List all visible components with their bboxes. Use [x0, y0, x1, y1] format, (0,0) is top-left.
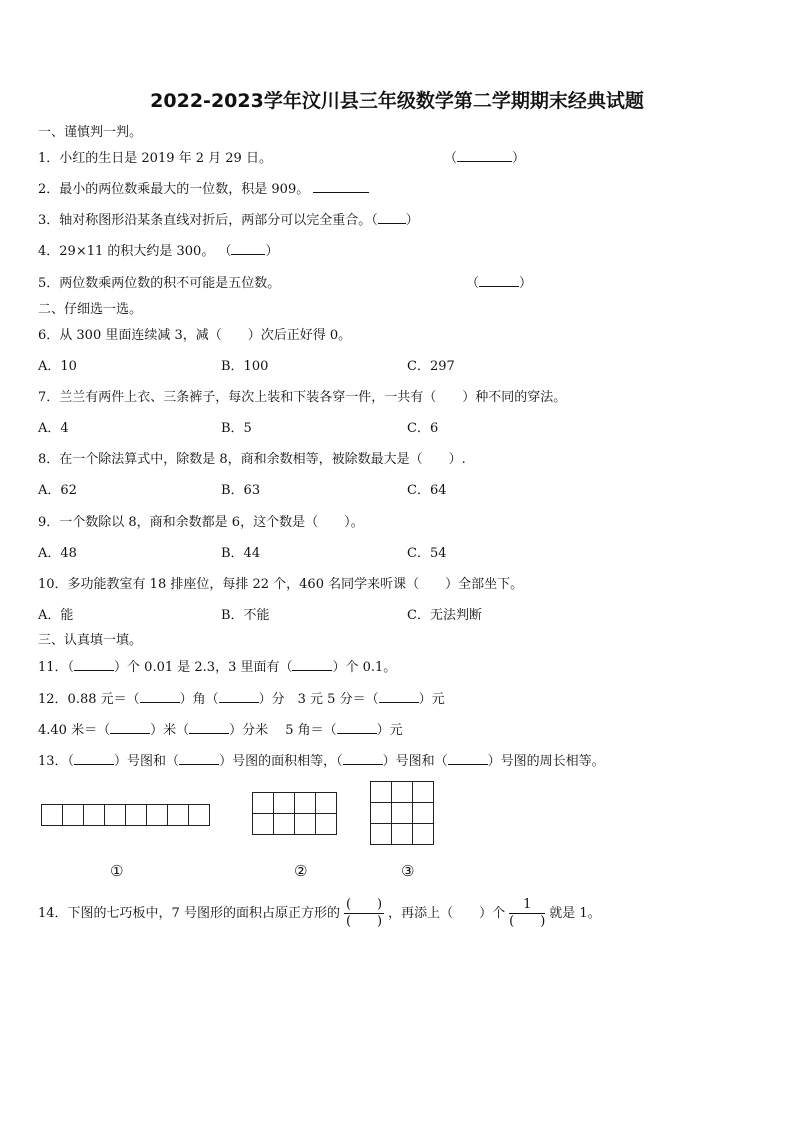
question-1 [38, 147, 272, 166]
answer-blank[interactable] [292, 670, 332, 671]
answer-blank[interactable] [479, 286, 519, 287]
question-1-text: 1．小红的生日是 2019 年 2 月 29 日。 [38, 151, 272, 166]
question-5 [38, 272, 280, 291]
option-b[interactable]: B．不能 [221, 608, 270, 623]
page-title: 2022-2023学年汶川县三年级数学第二学期期末经典试题 [150, 90, 644, 112]
option-b[interactable]: B．100 [221, 359, 269, 374]
answer-blank[interactable] [378, 223, 406, 224]
answer-blank[interactable] [343, 764, 383, 765]
question-4-text: 4．29×11 的积大约是 300。 （ [38, 244, 232, 259]
option-a[interactable]: A．4 [38, 421, 69, 436]
answer-blank[interactable] [110, 733, 150, 734]
question-3-text: 3．轴对称图形沿某条直线对折后，两部分可以完全重合。（ [38, 213, 378, 228]
figure-3-label: ③ [401, 862, 415, 880]
answer-blank[interactable] [457, 161, 512, 162]
figure-2-label: ② [294, 862, 308, 880]
question-4: 4．29×11 的积大约是 300。 （ ） [38, 244, 279, 259]
answer-blank[interactable] [337, 733, 377, 734]
figure-3-grid [370, 781, 434, 845]
option-c[interactable]: C．54 [407, 546, 447, 561]
answer-blank[interactable] [379, 702, 419, 703]
option-a[interactable]: A．能 [38, 608, 74, 623]
option-c[interactable]: C．64 [407, 483, 447, 498]
option-c[interactable]: C．6 [407, 421, 439, 436]
question-12: 12．0.88 元＝（ ）角（ ）分 3 元 5 分＝（ ）元 [38, 692, 445, 707]
figure-2-grid [252, 792, 337, 835]
question-13: 13．（ ）号图和（ ）号图的面积相等，（ ）号图和（ ）号图的周长相等。 [38, 754, 605, 769]
option-a[interactable]: A．48 [38, 546, 77, 561]
question-9-text: 9．一个数除以 8，商和余数都是 6，这个数是（ ）。 [38, 515, 364, 530]
option-b[interactable]: B．63 [221, 483, 261, 498]
answer-blank[interactable] [231, 254, 265, 255]
figure-1-label: ① [110, 862, 124, 880]
section-heading-1: 一、谨慎判一判。 [38, 125, 143, 140]
fraction-blank[interactable]: $\frac{( )}{( )}$ [345, 897, 383, 929]
question-14: 14．下图的七巧板中，7 号图形的面积占原正方形的 $\frac{( )}{( )}$ ，再添上（ ）个 $\frac{1}{( )}$ 就是 1。 [38, 897, 601, 929]
option-a[interactable]: A．62 [38, 483, 77, 498]
question-10-text: 10．多功能教室有 18 排座位，每排 22 个，460 名同学来听课（ ）全部坐下。 [38, 577, 524, 592]
question-7-text: 7．兰兰有两件上衣、三条裤子，每次上装和下装各穿一件，一共有（ ）种不同的穿法。 [38, 390, 567, 405]
answer-blank[interactable] [448, 764, 488, 765]
option-b[interactable]: B．44 [221, 546, 261, 561]
answer-blank[interactable] [140, 702, 180, 703]
option-c[interactable]: C．297 [407, 359, 455, 374]
question-6-text: 6．从 300 里面连续减 3，减（ ）次后正好得 0。 [38, 328, 352, 343]
question-12-row-2: 4.40 米＝（ ）米（ ）分米 5 角＝（ ）元 [38, 723, 403, 738]
question-5-text: 5．两位数乘两位数的积不可能是五位数。 [38, 276, 281, 291]
figure-1-grid [41, 804, 210, 826]
answer-blank[interactable] [179, 764, 219, 765]
option-b[interactable]: B．5 [221, 421, 252, 436]
answer-blank[interactable] [74, 764, 114, 765]
question-1-answer[interactable]: （ ） [444, 151, 526, 166]
question-11: 11．（ ）个 0.01 是 2.3，3 里面有（ ）个 0.1。 [38, 660, 397, 675]
answer-blank[interactable] [74, 670, 114, 671]
answer-blank[interactable] [219, 702, 259, 703]
answer-blank[interactable] [313, 192, 369, 193]
section-heading-2: 二、仔细选一选。 [38, 302, 143, 317]
question-2 [38, 178, 369, 197]
answer-blank[interactable] [189, 733, 229, 734]
option-a[interactable]: A．10 [38, 359, 77, 374]
question-2-text: 2．最小的两位数乘最大的一位数，积是 909。 [38, 182, 310, 197]
question-5-answer[interactable]: （ ） [466, 276, 533, 291]
unit-fraction[interactable]: $\frac{1}{( )}$ [509, 897, 546, 929]
option-c[interactable]: C．无法判断 [407, 608, 482, 623]
section-heading-3: 三、认真填一填。 [38, 633, 143, 648]
question-3: 3．轴对称图形沿某条直线对折后，两部分可以完全重合。（ ） [38, 213, 419, 228]
question-8-text: 8．在一个除法算式中，除数是 8，商和余数相等，被除数最大是（ ）. [38, 452, 466, 467]
